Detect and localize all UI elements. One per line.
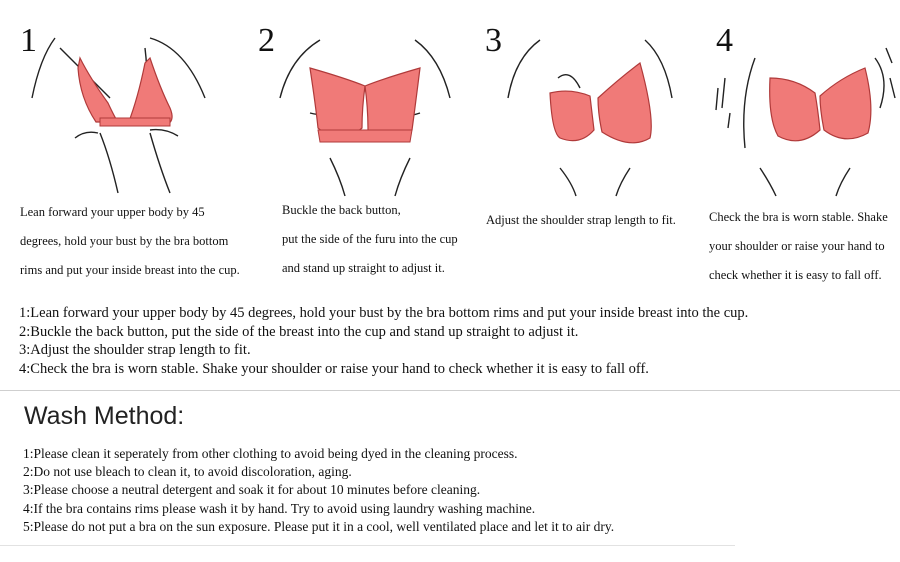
step-number: 1 bbox=[20, 22, 37, 59]
step-number: 2 bbox=[258, 22, 275, 59]
wash-method-title: Wash Method: bbox=[24, 402, 185, 430]
wash-item: 1:Please clean it seperately from other clothing to avoid being dyed in the cleaning process. bbox=[23, 446, 518, 461]
instruction-item: 2:Buckle the back button, put the side of the breast into the cup and stand up straight to adjust it. bbox=[19, 323, 579, 340]
instruction-item: 1:Lean forward your upper body by 45 degrees, hold your bust by the bra bottom rims and put your inside breast into the cup. bbox=[19, 305, 749, 321]
wash-item: 2:Do not use bleach to clean it, to avoid discoloration, aging. bbox=[23, 464, 352, 480]
step-2-caption: Buckle the back button, put the side of the furu into the cup and stand up straight to adjust it. bbox=[282, 203, 458, 275]
step-1-caption: Lean forward your upper body by 45 degrees, hold your bust by the bra bottom rims and put your inside breast into the cup. bbox=[20, 205, 240, 277]
step-4-illustration bbox=[700, 18, 900, 198]
wash-item: 4:If the bra contains rims please wash it by hand. Try to avoid using laundry washing machine. bbox=[23, 500, 536, 516]
instruction-item: 3:Adjust the shoulder strap length to fit. bbox=[19, 342, 251, 358]
wash-item: 3:Please choose a neutral detergent and soak it for about 10 minutes before cleaning. bbox=[23, 482, 481, 498]
instruction-list bbox=[19, 304, 748, 378]
divider bbox=[0, 390, 900, 391]
step-number: 4 bbox=[716, 22, 733, 59]
instruction-item: 4:Check the bra is worn stable. Shake your shoulder or raise your hand to check whether it is easy to fall off. bbox=[19, 360, 649, 377]
step-3-illustration bbox=[480, 18, 700, 198]
wash-item: 5:Please do not put a bra on the sun exposure. Please put it in a cool, well ventilated place and let it to air dry. bbox=[23, 518, 615, 534]
wash-method-list bbox=[23, 445, 614, 536]
step-1-illustration bbox=[0, 18, 240, 198]
step-4-caption: Check the bra is worn stable. Shake your shoulder or raise your hand to check whether it is easy to fall off. bbox=[709, 210, 888, 282]
step-3 bbox=[480, 0, 700, 300]
step-number: 3 bbox=[485, 22, 502, 59]
step-3-caption: Adjust the shoulder strap length to fit. bbox=[486, 213, 676, 227]
step-2-illustration bbox=[250, 18, 480, 198]
bottom-divider bbox=[0, 545, 735, 546]
